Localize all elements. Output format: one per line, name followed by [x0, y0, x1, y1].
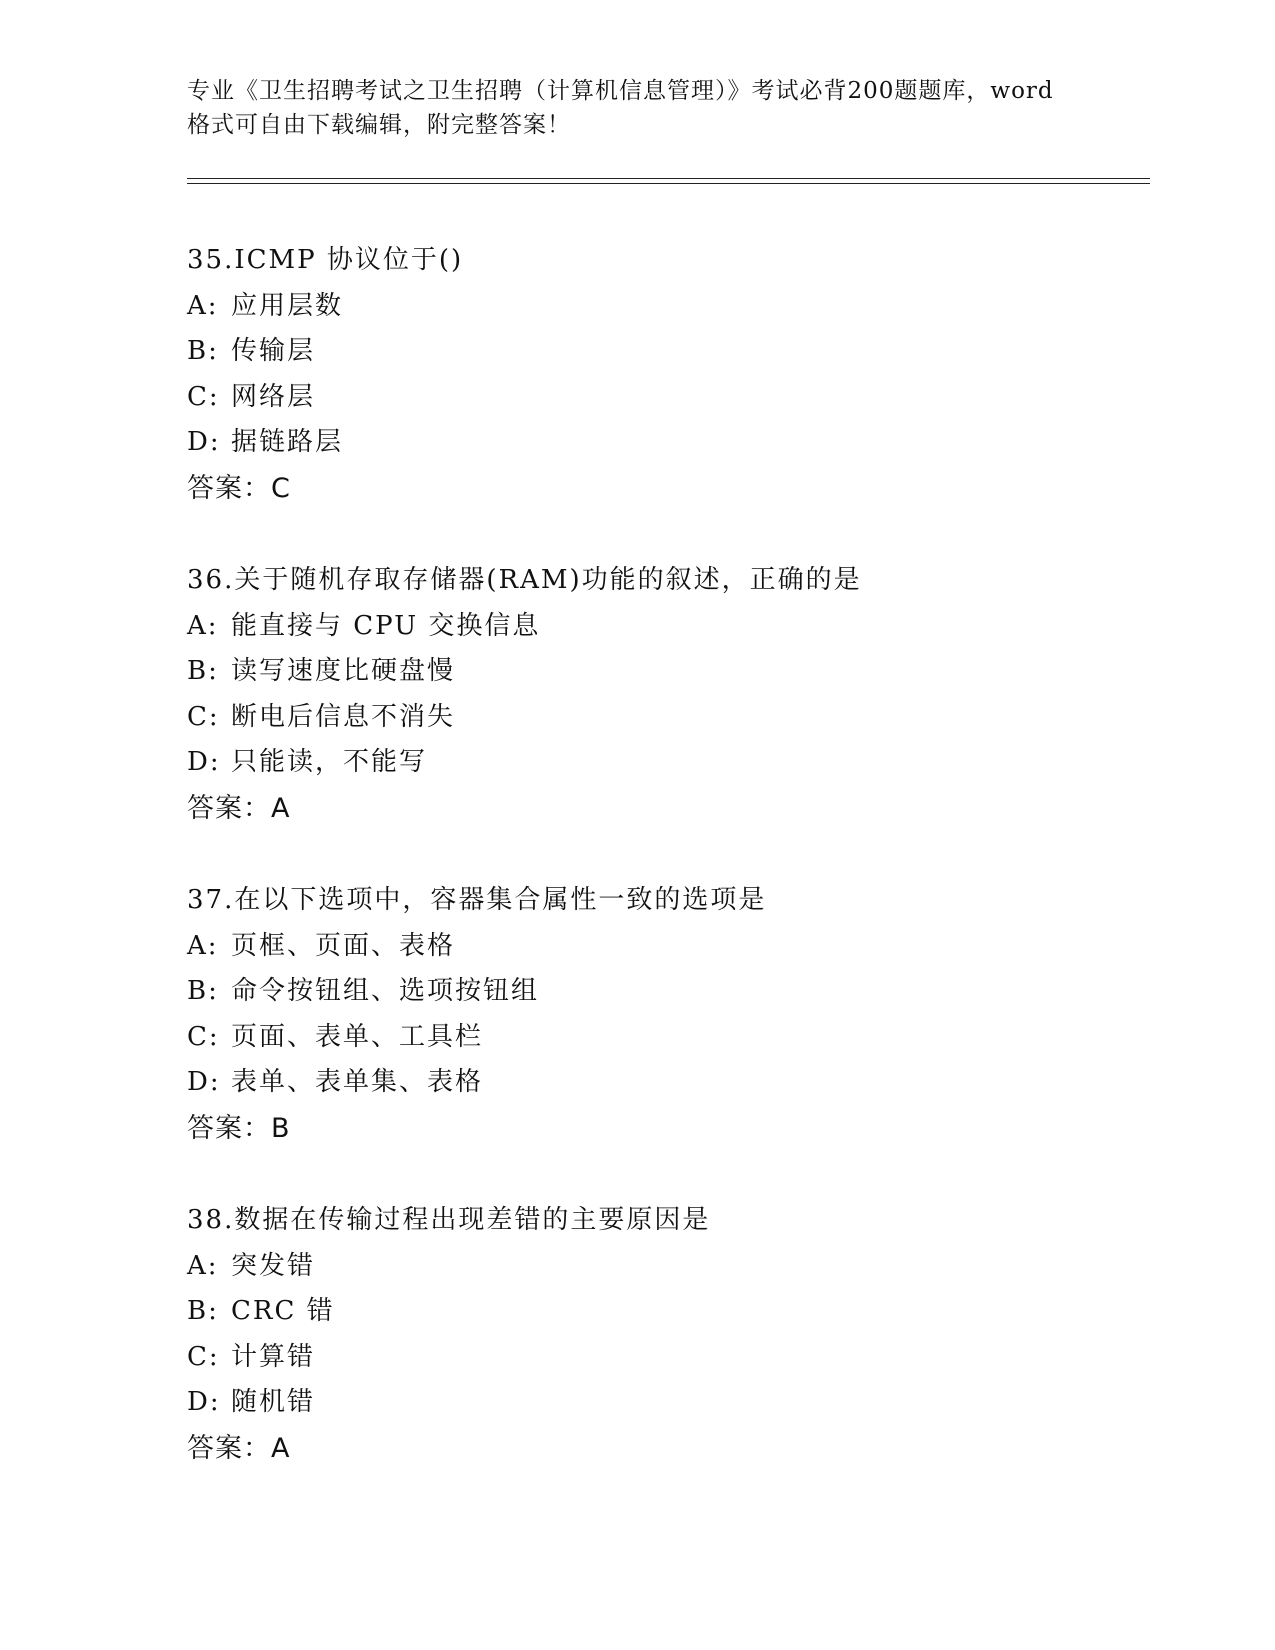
- option-d: [187, 1060, 1150, 1106]
- option-text: 能直接与 CPU 交换信息: [231, 610, 541, 641]
- option-key: B:: [187, 1296, 219, 1326]
- option-text: 突发错: [231, 1250, 316, 1281]
- question-title: [187, 1198, 1150, 1244]
- question-item: [187, 558, 1150, 878]
- header-divider: [187, 178, 1150, 184]
- option-text: 网络层: [231, 381, 316, 412]
- option-text: CRC 错: [231, 1296, 335, 1326]
- option-key: D:: [187, 1067, 221, 1097]
- header-line-2: 格式可自由下载编辑，附完整答案！: [187, 112, 571, 138]
- option-key: A:: [187, 1250, 219, 1281]
- option-text: 传输层: [231, 336, 316, 366]
- document-header: [187, 74, 1087, 142]
- option-key: B:: [187, 976, 219, 1006]
- question-title: [187, 238, 1150, 284]
- option-a: [187, 1244, 1150, 1290]
- question-text: 数据在传输过程出现差错的主要原因是: [234, 1205, 711, 1235]
- question-title: [187, 878, 1150, 924]
- option-key: B:: [187, 656, 219, 686]
- answer-line: 答案：B: [187, 1112, 291, 1144]
- option-key: A:: [187, 610, 219, 641]
- answer-line: 答案：A: [187, 1432, 291, 1464]
- question-text: 在以下选项中，容器集合属性一致的选项是: [234, 885, 767, 915]
- option-text: 随机错: [231, 1387, 316, 1417]
- question-number: 37.: [187, 885, 235, 915]
- option-c: [187, 695, 1150, 741]
- answer-line: 答案：A: [187, 792, 291, 824]
- option-d: [187, 740, 1150, 786]
- option-key: D:: [187, 427, 221, 457]
- option-text: 命令按钮组、选项按钮组: [231, 976, 540, 1006]
- option-text: 表单、表单集、表格: [231, 1067, 484, 1097]
- option-text: 读写速度比硬盘慢: [231, 656, 456, 686]
- option-key: C:: [187, 1021, 220, 1052]
- option-key: C:: [187, 381, 220, 412]
- option-d: [187, 420, 1150, 466]
- option-text: 页框、页面、表格: [231, 930, 456, 961]
- option-key: D:: [187, 747, 221, 777]
- question-number: 36.: [187, 565, 235, 595]
- option-a: [187, 604, 1150, 650]
- option-key: A:: [187, 930, 219, 961]
- option-text: 断电后信息不消失: [231, 701, 456, 732]
- question-item: [187, 1198, 1150, 1518]
- option-b: [187, 329, 1150, 375]
- option-c: [187, 1335, 1150, 1381]
- option-d: [187, 1380, 1150, 1426]
- question-number: 35.: [187, 245, 235, 275]
- question-number: 38.: [187, 1205, 235, 1235]
- option-text: 据链路层: [231, 427, 344, 457]
- option-text: 页面、表单、工具栏: [231, 1021, 484, 1052]
- option-b: [187, 1289, 1150, 1335]
- question-text: 关于随机存取存储器(RAM)功能的叙述，正确的是: [234, 565, 862, 595]
- question-list: [187, 238, 1150, 1518]
- header-line-1: 专业《卫生招聘考试之卫生招聘（计算机信息管理）》考试必背200题题库，word: [187, 78, 1054, 104]
- option-text: 应用层数: [231, 290, 344, 321]
- option-key: A:: [187, 290, 219, 321]
- option-key: D:: [187, 1387, 221, 1417]
- option-a: [187, 924, 1150, 970]
- option-b: [187, 969, 1150, 1015]
- option-key: B:: [187, 336, 219, 366]
- option-key: C:: [187, 701, 220, 732]
- question-item: [187, 238, 1150, 558]
- question-text: ICMP 协议位于(): [234, 245, 464, 275]
- question-item: [187, 878, 1150, 1198]
- option-text: 计算错: [231, 1341, 316, 1372]
- question-title: [187, 558, 1150, 604]
- option-text: 只能读，不能写: [231, 747, 428, 777]
- option-a: [187, 284, 1150, 330]
- option-b: [187, 649, 1150, 695]
- answer-line: 答案：C: [187, 472, 291, 504]
- option-key: C:: [187, 1341, 220, 1372]
- option-c: [187, 375, 1150, 421]
- option-c: [187, 1015, 1150, 1061]
